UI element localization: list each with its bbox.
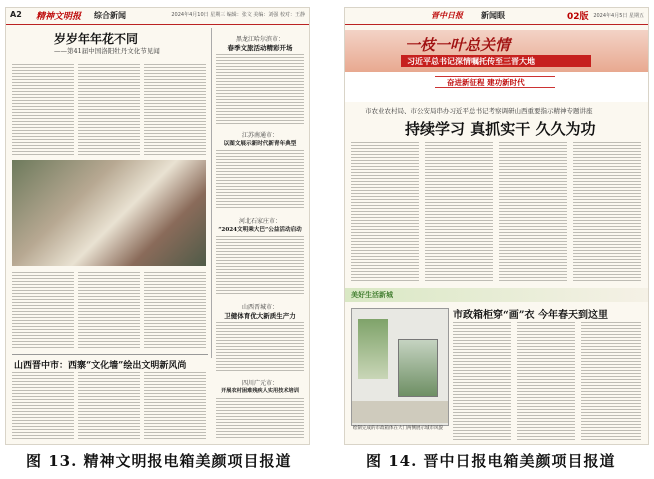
figure-caption-14: 图 14. 晋中日报电箱美颜项目报道 (366, 452, 616, 470)
main-headline: 岁岁年年花不同 (54, 32, 139, 46)
section-strip-label: 美好生活新城 (351, 290, 393, 299)
photo-frame (351, 308, 449, 426)
side-item-kicker: 江苏南通市： (241, 132, 278, 139)
banner-subtitle: 习近平总书记深情嘱托传至三晋大地 (407, 56, 535, 66)
side-item-text (216, 322, 304, 372)
bottom-headline: 山西晋中市：西寨“文化墙”绘出文明新风尚 (14, 361, 187, 371)
figure-caption-13: 图 13. 精神文明报电箱美颜项目报道 (26, 452, 292, 470)
main-headline: 持续学习 真抓实干 久久为功 (405, 120, 596, 138)
article-text-column (517, 322, 575, 440)
article-text-column (425, 142, 493, 282)
section-name: 综合新闻 (94, 11, 126, 20)
photo-caption: 绘制完成的市政箱体在大门两侧展示城市风貌 (353, 426, 443, 431)
article-text-column (144, 272, 206, 350)
article-text-column (78, 372, 140, 440)
side-item-title: 春季文旅活动精彩开场 (227, 44, 293, 52)
article-text-column (144, 64, 206, 156)
side-item-title: 以图文展示新时代新青年典型 (223, 141, 297, 147)
column-divider (211, 28, 212, 358)
newspaper-page-left (6, 8, 309, 444)
side-item-title: 开展农村困难残疾人实用技术培训 (221, 388, 299, 394)
article-text-column (573, 142, 641, 282)
article-kicker: 市农业农村局、市公安局串办习近平总书记考察调研山西重要指示精神专题讲座 (365, 107, 593, 115)
section-strip (345, 288, 648, 302)
article-text-column (581, 322, 641, 440)
article-text-column (78, 272, 140, 350)
issue-date: 2024年4月10日 星期三 编辑：张文 美编：刘强 校对：王静 (171, 12, 305, 18)
banner-title: 一枝一叶总关情 (405, 36, 511, 54)
newspaper-page-right (345, 8, 648, 444)
news-photo (12, 160, 206, 266)
article-text-column (78, 64, 140, 156)
lower-headline: 市政箱柜穿“画”衣 今年春天到这里 (453, 310, 608, 321)
article-text-column (144, 372, 206, 440)
side-item-kicker: 河北石家庄市： (238, 218, 281, 225)
banner-red-slogan: 奋进新征程 建功新时代 (447, 78, 525, 87)
page-number: 02版 (567, 12, 589, 22)
ground (352, 401, 448, 423)
article-text-column (12, 372, 74, 440)
article-text-column (453, 322, 511, 440)
red-banner (345, 30, 648, 72)
newspaper-brand: 晋中日报 (431, 10, 463, 20)
side-item-text (216, 54, 304, 124)
masthead (345, 8, 648, 25)
side-item-kicker: 黑龙江哈尔滨市： (235, 36, 284, 43)
article-text-column (12, 272, 74, 350)
article-text-column (499, 142, 567, 282)
article-text-column (351, 142, 419, 282)
banner-lower (345, 72, 648, 102)
painted-box-photo (398, 339, 438, 397)
side-item-kicker: 山西晋城市： (241, 304, 278, 311)
divider (12, 354, 208, 355)
side-item-text (216, 150, 304, 210)
side-item-text (216, 398, 304, 440)
article-text-column (12, 64, 74, 156)
side-item-title: “2024文明乘大巴”公益活动启动 (218, 227, 302, 233)
side-item-kicker: 四川广元市： (241, 380, 278, 387)
painted-box-photo (358, 319, 388, 379)
section-number: A2 (10, 10, 22, 19)
issue-date: 2024年4月5日 星期五 (593, 13, 644, 19)
newspaper-brand: 精神文明报 (36, 12, 82, 22)
section-name: 新闻眼 (481, 11, 505, 20)
masthead (6, 8, 309, 25)
main-subhead: ——第41届中国洛阳牡丹文化节见闻 (54, 47, 160, 55)
side-item-text (216, 236, 304, 296)
side-item-title: 卫健体育优大新质生产力 (224, 312, 296, 320)
